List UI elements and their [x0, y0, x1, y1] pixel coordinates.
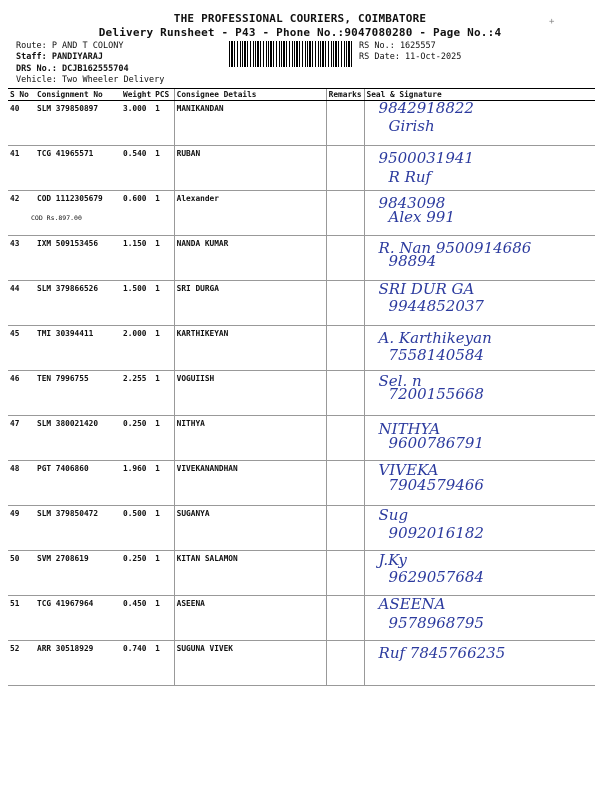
row-consignment-no-text: SLM 379850472 — [37, 509, 99, 518]
row-sno-text: 46 — [10, 374, 20, 383]
row-weight-text: 0.740 — [123, 644, 147, 653]
signature-handwriting-phone: Alex 991 — [388, 208, 455, 226]
row-weight-text: 1.150 — [123, 239, 147, 248]
row-consignment-no — [35, 506, 121, 551]
row-signature — [364, 326, 595, 371]
row-consignment-no-text: SLM 379850897 — [37, 104, 99, 113]
row-pcs — [153, 191, 174, 236]
row-consignee — [174, 371, 326, 416]
row-consignee-text: SUGUNA VIVEK — [176, 644, 234, 653]
row-consignment-no-text: SVM 2708619 — [37, 554, 89, 563]
row-weight — [121, 101, 153, 146]
table-row — [8, 236, 595, 281]
staff-label: Staff: PANDIYARAJ — [16, 52, 103, 62]
row-pcs — [153, 326, 174, 371]
route-label: Route: P AND T COLONY — [16, 41, 124, 51]
signature-handwriting-phone: 9092016182 — [388, 524, 484, 542]
row-consignee — [174, 506, 326, 551]
row-sno-text: 47 — [10, 419, 20, 428]
row-consignment-no — [35, 281, 121, 326]
row-consignee — [174, 596, 326, 641]
table-row — [8, 146, 595, 191]
row-weight — [121, 506, 153, 551]
signature-handwriting: Sug — [378, 506, 409, 524]
row-pcs-text: 1 — [155, 104, 160, 113]
row-sno-text: 42 — [10, 194, 20, 203]
row-pcs — [153, 281, 174, 326]
row-sno — [8, 461, 35, 506]
row-signature — [364, 371, 595, 416]
row-sno — [8, 596, 35, 641]
row-pcs-text: 1 — [155, 509, 160, 518]
row-consignment-no — [35, 371, 121, 416]
col-sno-header: S No — [8, 89, 35, 101]
row-weight-text: 0.450 — [123, 599, 147, 608]
row-signature — [364, 641, 595, 686]
row-sno — [8, 416, 35, 461]
row-weight — [121, 371, 153, 416]
row-pcs-text: 1 — [155, 599, 160, 608]
row-pcs — [153, 596, 174, 641]
row-consignee-text: VOGUIISH — [176, 374, 215, 383]
row-sno — [8, 191, 35, 236]
signature-handwriting-phone: 9600786791 — [388, 434, 484, 452]
table-row — [8, 461, 595, 506]
signature-handwriting-phone: 9578968795 — [388, 614, 484, 632]
runsheet-title: Delivery Runsheet - P43 - Phone No.:9047080280 - Page No.:4 — [98, 26, 502, 39]
row-pcs-text: 1 — [155, 239, 160, 248]
row-sno-text: 41 — [10, 149, 20, 158]
signature-handwriting-phone: 9944852037 — [388, 297, 484, 315]
row-weight — [121, 281, 153, 326]
row-pcs — [153, 641, 174, 686]
rs-number: RS No.: 1625557 — [359, 41, 436, 51]
row-consignment-no-text: TCG 41965571 — [37, 149, 94, 158]
row-pcs — [153, 236, 174, 281]
table-row — [8, 641, 595, 686]
row-weight — [121, 416, 153, 461]
table-row — [8, 416, 595, 461]
row-weight-text: 0.600 — [123, 194, 147, 203]
row-sno — [8, 281, 35, 326]
row-pcs-text: 1 — [155, 554, 160, 563]
row-sno-text: 49 — [10, 509, 20, 518]
row-signature — [364, 101, 595, 146]
row-remarks — [326, 146, 364, 191]
row-consignment-no-text: TEN 7996755 — [37, 374, 89, 383]
signature-handwriting: NITHYA — [378, 420, 441, 438]
row-consignment-no — [35, 416, 121, 461]
row-consignee — [174, 281, 326, 326]
row-consignee — [174, 641, 326, 686]
row-signature — [364, 416, 595, 461]
row-weight-text: 1.500 — [123, 284, 147, 293]
row-consignment-no-text: ARR 30518929 — [37, 644, 94, 653]
row-sno — [8, 641, 35, 686]
row-weight-text: 2.255 — [123, 374, 147, 383]
row-pcs-text: 1 — [155, 464, 160, 473]
row-consignment-no-text: IXM 509153456 — [37, 239, 99, 248]
row-sno-text: 44 — [10, 284, 20, 293]
row-consignment-no — [35, 326, 121, 371]
row-pcs — [153, 146, 174, 191]
signature-handwriting-phone: 7904579466 — [388, 476, 484, 494]
rs-date: RS Date: 11-Oct-2025 — [359, 52, 462, 62]
row-weight — [121, 596, 153, 641]
signature-handwriting-phone: R Ruf — [388, 168, 432, 186]
row-weight-text: 1.960 — [123, 464, 147, 473]
table-row — [8, 506, 595, 551]
row-consignee-text: KARTHIKEYAN — [176, 329, 229, 338]
row-consignee — [174, 236, 326, 281]
row-sno-text: 40 — [10, 104, 20, 113]
row-consignee-text: MANIKANDAN — [176, 104, 224, 113]
row-pcs-text: 1 — [155, 149, 160, 158]
signature-handwriting-phone: 98894 — [388, 252, 437, 270]
row-remarks — [326, 326, 364, 371]
row-consignment-no — [31, 191, 121, 236]
row-pcs-text: 1 — [155, 644, 160, 653]
row-pcs — [153, 551, 174, 596]
row-consignment-no-text: TMI 30394411 — [37, 329, 94, 338]
corner-mark: + — [549, 17, 555, 27]
row-sno-text: 45 — [10, 329, 20, 338]
signature-handwriting: Sel. n — [378, 372, 422, 390]
row-consignee-text: VIVEKANANDHAN — [176, 464, 238, 473]
row-consignee-text: ASEENA — [176, 599, 205, 608]
table-row — [8, 596, 595, 641]
row-pcs — [153, 371, 174, 416]
table-header-row — [8, 89, 595, 101]
row-pcs-text: 1 — [155, 329, 160, 338]
row-consignment-no — [35, 146, 121, 191]
row-consignment-no — [35, 596, 121, 641]
row-consignment-no — [35, 641, 121, 686]
table-row — [8, 101, 595, 146]
row-consignee — [174, 461, 326, 506]
row-weight — [121, 326, 153, 371]
row-signature — [364, 146, 595, 191]
row-consignee-text: SRI DURGA — [176, 284, 219, 293]
row-signature — [364, 236, 595, 281]
col-remarks-header: Remarks — [326, 89, 364, 101]
row-consignee-text: NITHYA — [176, 419, 205, 428]
row-sno-text: 43 — [10, 239, 20, 248]
table-row — [8, 281, 595, 326]
row-remarks — [326, 101, 364, 146]
row-pcs-text: 1 — [155, 419, 160, 428]
company-title: THE PROFESSIONAL COURIERS, COIMBATORE — [173, 12, 427, 25]
signature-handwriting-phone: 9629057684 — [388, 568, 484, 586]
row-pcs — [153, 506, 174, 551]
row-pcs-text: 1 — [155, 194, 160, 203]
row-remarks — [326, 641, 364, 686]
row-weight-text: 0.250 — [123, 554, 147, 563]
col-weight-header: Weight — [123, 90, 152, 99]
row-remarks — [326, 236, 364, 281]
signature-handwriting: ASEENA — [378, 595, 446, 613]
row-consignment-no — [35, 551, 121, 596]
signature-handwriting: 9500031941 — [378, 149, 474, 167]
row-weight-text: 0.250 — [123, 419, 147, 428]
row-consignee-text: Alexander — [176, 194, 219, 203]
row-remarks — [326, 596, 364, 641]
row-weight — [121, 461, 153, 506]
row-consignment-no-text: PGT 7406860 — [37, 464, 89, 473]
row-consignment-no-text: SLM 380021420 — [37, 419, 99, 428]
row-signature — [364, 551, 595, 596]
row-consignee — [174, 326, 326, 371]
row-consignee — [174, 416, 326, 461]
row-weight-text: 0.540 — [123, 149, 147, 158]
row-remarks — [326, 461, 364, 506]
row-sno — [8, 326, 35, 371]
vehicle-label: Vehicle: Two Wheeler Delivery — [16, 75, 165, 85]
row-pcs-text: 1 — [155, 284, 160, 293]
table-row — [8, 191, 595, 236]
row-consignment-no-text: SLM 379866526 — [37, 284, 99, 293]
signature-handwriting: J.Ky — [378, 551, 407, 569]
row-consignee — [174, 101, 326, 146]
signature-handwriting: R. Nan 9500914686 — [378, 239, 532, 257]
row-signature — [364, 281, 595, 326]
row-sno — [8, 551, 35, 596]
signature-handwriting: 9843098 — [378, 194, 446, 212]
cod-amount: COD Rs.897.00 — [31, 214, 82, 222]
col-signature-header: Seal & Signature — [364, 89, 595, 101]
row-weight — [121, 641, 153, 686]
row-sno-text: 51 — [10, 599, 20, 608]
row-weight — [121, 146, 153, 191]
col-consignee-header: Consignee Details — [174, 89, 326, 101]
row-consignment-no-text: COD 1112305679 — [37, 194, 103, 203]
row-remarks — [326, 551, 364, 596]
row-consignment-no — [35, 101, 121, 146]
row-signature — [364, 191, 595, 236]
signature-handwriting: VIVEKA — [378, 461, 439, 479]
row-signature — [364, 506, 595, 551]
row-signature — [364, 461, 595, 506]
row-weight — [121, 191, 153, 236]
row-remarks — [326, 416, 364, 461]
drs-label: DRS No.: DCJB162555704 — [16, 64, 129, 74]
row-consignee-text: KITAN SALAMON — [176, 554, 238, 563]
row-sno — [8, 371, 35, 416]
row-sno — [8, 101, 35, 146]
signature-handwriting: A. Karthikeyan — [378, 329, 492, 347]
row-remarks — [326, 371, 364, 416]
row-consignee-text: RUBAN — [176, 149, 201, 158]
runsheet-table — [8, 88, 595, 686]
row-weight — [121, 236, 153, 281]
row-consignee — [174, 551, 326, 596]
row-consignee — [174, 146, 326, 191]
row-consignee — [174, 191, 326, 236]
signature-handwriting-phone: 7558140584 — [388, 346, 484, 364]
signature-handwriting: 9842918822 — [378, 99, 474, 117]
row-remarks — [326, 506, 364, 551]
signature-handwriting-phone: 7200155668 — [388, 385, 484, 403]
col-consignment-header: Consignment No — [35, 89, 121, 101]
row-sno-text: 48 — [10, 464, 20, 473]
row-pcs-text: 1 — [155, 374, 160, 383]
col-pcs-header: PCS — [153, 89, 174, 101]
table-row — [8, 326, 595, 371]
signature-handwriting: Ruf 7845766235 — [378, 644, 506, 662]
row-consignment-no — [35, 236, 121, 281]
signature-handwriting: SRI DUR GA — [378, 280, 475, 298]
row-consignment-no-text: TCG 41967964 — [37, 599, 94, 608]
row-consignee-text: NANDA KUMAR — [176, 239, 229, 248]
row-weight-text: 0.500 — [123, 509, 147, 518]
table-row — [8, 551, 595, 596]
row-sno — [8, 506, 35, 551]
row-signature — [364, 596, 595, 641]
row-sno-text: 52 — [10, 644, 20, 653]
row-sno-text: 50 — [10, 554, 20, 563]
row-weight — [121, 551, 153, 596]
row-sno — [8, 236, 35, 281]
barcode — [229, 41, 353, 67]
table-row — [8, 371, 595, 416]
row-pcs — [153, 461, 174, 506]
row-pcs — [153, 101, 174, 146]
row-pcs — [153, 416, 174, 461]
row-weight-text: 3.000 — [123, 104, 147, 113]
row-remarks — [326, 281, 364, 326]
row-consignment-no — [35, 461, 121, 506]
signature-handwriting-phone: Girish — [388, 117, 435, 135]
row-weight-text: 2.000 — [123, 329, 147, 338]
row-sno — [8, 146, 35, 191]
row-consignee-text: SUGANYA — [176, 509, 210, 518]
row-remarks — [326, 191, 364, 236]
